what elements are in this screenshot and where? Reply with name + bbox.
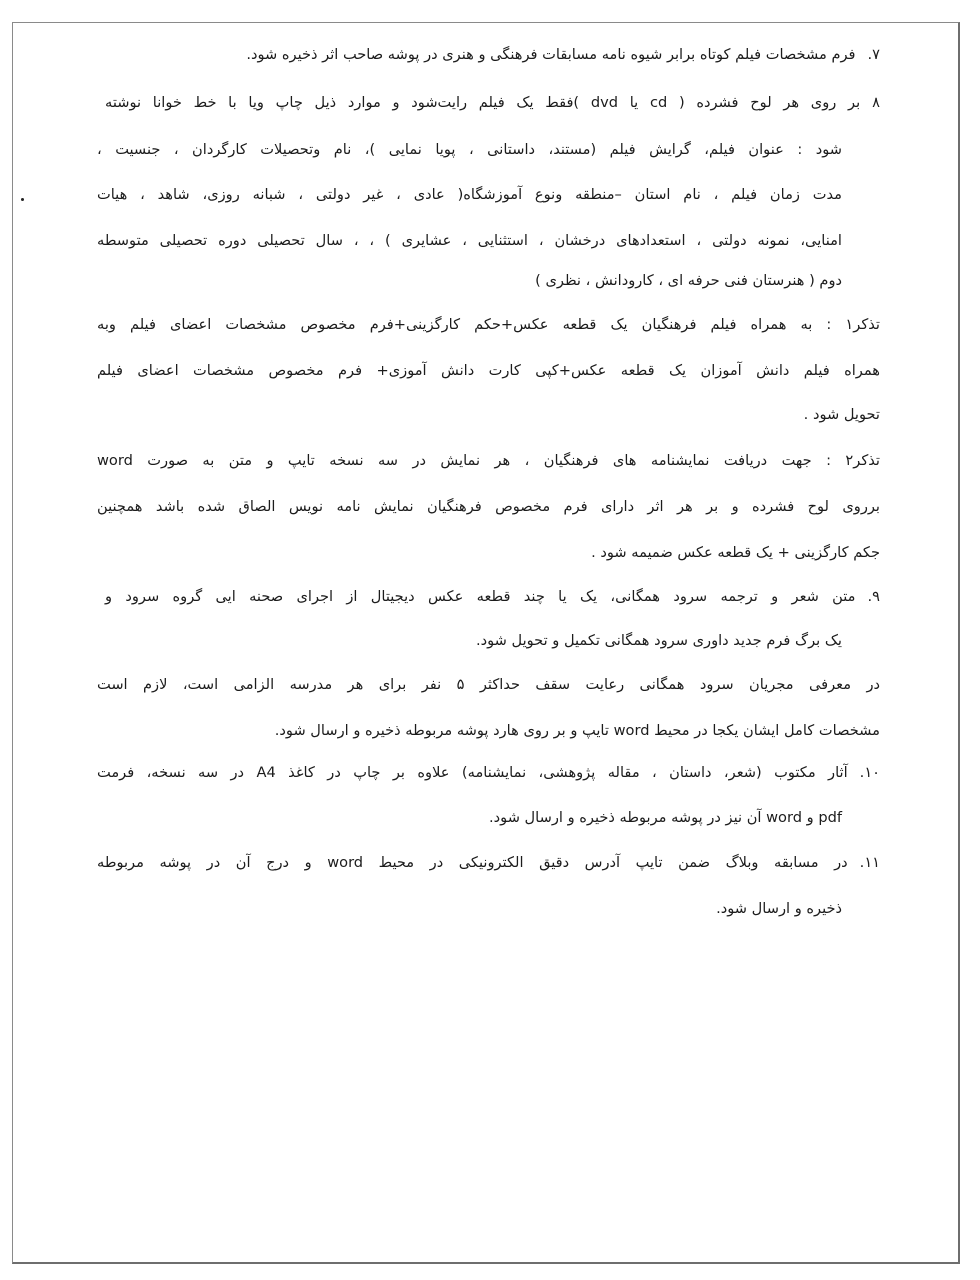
item-11-line-2: ذخیره و ارسال شود. — [716, 900, 842, 917]
item-text: فرم مشخصات فیلم کوتاه برابر شیوه نامه مسابقات فرهنگی و هنری در پوشه صاحب اثر ذخیره شود. — [246, 46, 856, 63]
item-8-line-1 — [105, 88, 880, 118]
item-10-line-2: pdf و word آن نیز در پوشه مربوطه ذخیره و ارسال شود. — [489, 809, 842, 826]
note-2-line-1: تذکر۲ : جهت دریافت نمایشنامه های فرهنگیان ، هر نمایش در سه نسخه تایپ و متن به صورت word — [97, 452, 880, 469]
item-9-line-1 — [105, 582, 880, 612]
item-8-line-3: مدت زمان فیلم ، نام استان –منطقه ونوع آموزشگاه( عادی ، غیر دولتی ، شبانه روزی، شاهد ، هیات — [97, 186, 842, 203]
item-number: ۸ — [872, 94, 880, 111]
note-1-line-1: تذکر۱ : به همراه فیلم فرهنگیان یک قطعه عکس+حکم کارگزینی+فرم مخصوص مشخصات اعضای فیلم وبه — [97, 316, 880, 333]
item-8-line-5: دوم ( هنرستان فنی حرفه ای ، کارودانش ، نظری ) — [535, 272, 842, 289]
item-text: بر روی هر لوح فشرده ( cd یا dvd )فقط یک فیلم رایت‌شود و موارد ذیل چاپ ویا با خط خوانا نوشته — [105, 94, 861, 111]
item-10-line-1 — [97, 758, 880, 788]
note-2-line-2: برروی لوح فشرده و بر هر اثر دارای فرم مخصوص فرهنگیان نمایش نامه نویس الصاق شده باشد همچنین — [97, 498, 880, 515]
item-9-note-line-2: مشخصات کامل ایشان یکجا در محیط word تایپ و بر روی هارد پوشه مربوطه ذخیره و ارسال شود. — [274, 722, 880, 739]
item-number: ۱۱. — [859, 854, 880, 871]
item-8-line-4: امنایی، نمونه دولتی ، استعدادهای درخشان ، استثنایی ، عشایری ) ، ، سال تحصیلی دوره تحصیلی متوسطه — [97, 232, 842, 249]
note-2-line-3: جکم کارگزینی + یک قطعه عکس ضمیمه شود . — [591, 544, 880, 561]
item-8-line-2: شود : عنوان فیلم، گرایش فیلم (مستند، داستانی ، پویا نمایی )، نام وتحصیلات کارگردان ، جنسیت ، — [97, 141, 842, 158]
note-1-line-3: تحویل شود . — [803, 406, 880, 423]
item-text: متن شعر و ترجمه سرود همگانی، یک یا چند قطعه عکس دیجیتال از اجرای صحنه ایی گروه سرود و — [105, 588, 856, 605]
note-1-line-2: همراه فیلم دانش آموزان یک قطعه عکس+کپی کارت دانش آموزی+ فرم مخصوص مشخصات اعضای فیلم — [97, 362, 880, 379]
item-number: ۷. — [867, 46, 880, 63]
item-7-line-1 — [120, 40, 880, 70]
item-number: ۹. — [867, 588, 880, 605]
item-9-line-2: یک برگ فرم جدید داوری سرود همگانی تکمیل و تحویل شود. — [475, 632, 842, 649]
item-text: در مسابقه وبلاگ ضمن تایپ آدرس دقیق الکترونیکی در محیط word و درج آن در پوشه مربوطه — [97, 854, 848, 871]
item-9-note-line-1: در معرفی مجریان سرود همگانی رعایت سقف حداکثر ۵ نفر برای هر مدرسه الزامی است، لازم است — [97, 676, 880, 693]
item-number: ۱۰. — [859, 764, 880, 781]
item-11-line-1 — [97, 848, 880, 878]
item-text: آثار مکتوب (شعر، داستان ، مقاله پژوهشی، نمایشنامه) علاوه بر چاپ در کاغذ A4 در سه نسخه، فرمت — [97, 764, 848, 781]
